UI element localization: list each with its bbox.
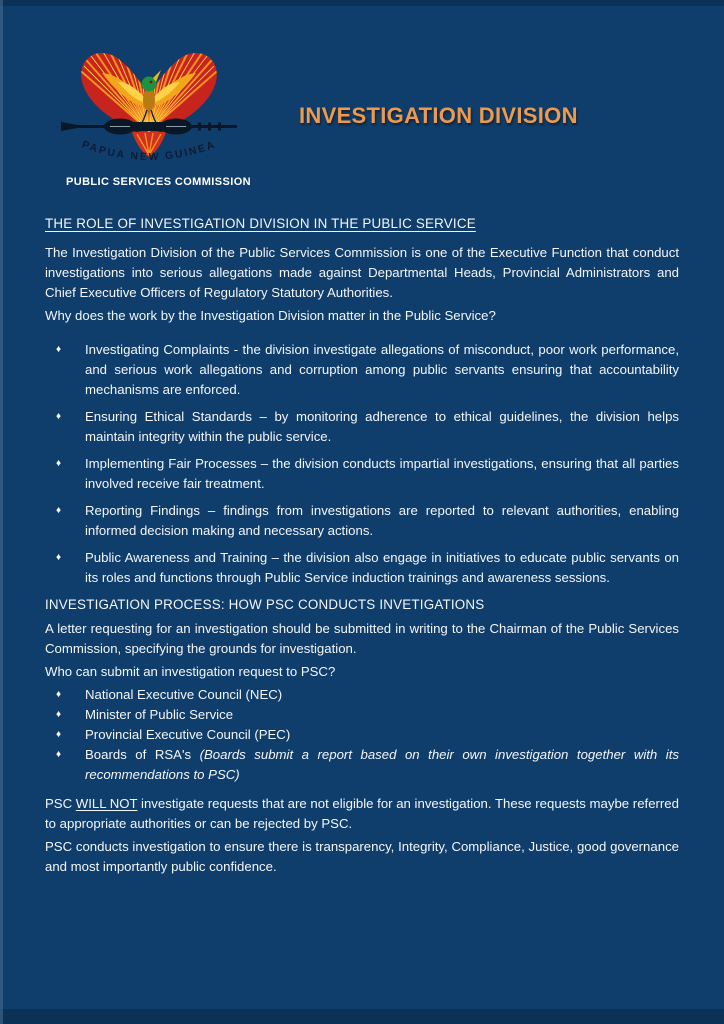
diamond-bullet-icon: ♦ bbox=[56, 344, 62, 355]
org-subtitle: PUBLIC SERVICES COMMISSION bbox=[66, 176, 251, 188]
section1-heading: THE ROLE OF INVESTIGATION DIVISION IN THE PUBLIC SERVICE bbox=[45, 216, 476, 231]
psc-text: PSC bbox=[45, 796, 76, 811]
list-item-text: Public Awareness and Training – the division also engage in initiatives to educate public servants on its roles and functions through Public Service induction trainings and awareness sessions. bbox=[85, 550, 679, 585]
list-item-text: Implementing Fair Processes – the division conducts impartial investigations, ensuring that all parties involved receive fair treatment. bbox=[85, 456, 679, 491]
list-item-text: Investigating Complaints - the division investigate allegations of misconduct, poor work performance, and serious work allegations and corruption among public servants ensuring that accountability mechanisms are enforced. bbox=[85, 342, 679, 397]
list-item bbox=[45, 340, 679, 400]
list-item-text: Provincial Executive Council (PEC) bbox=[85, 727, 291, 742]
boards-of-rsa-text: Boards of RSA's bbox=[85, 747, 200, 762]
list-item bbox=[45, 745, 679, 785]
diamond-bullet-icon: ♦ bbox=[56, 411, 62, 422]
list-item bbox=[45, 501, 679, 541]
will-not-rest: investigate requests that are not eligible for an investigation. These requests maybe referred to appropriate authorities or can be rejected by PSC. bbox=[45, 796, 679, 831]
list-item bbox=[45, 548, 679, 588]
role-bullet-list bbox=[45, 340, 679, 588]
diamond-bullet-icon: ♦ bbox=[56, 709, 62, 720]
list-item-text bbox=[85, 745, 679, 785]
list-item bbox=[45, 685, 679, 705]
diamond-bullet-icon: ♦ bbox=[56, 689, 62, 700]
section2-heading: INVESTIGATION PROCESS: HOW PSC CONDUCTS INVETIGATIONS bbox=[45, 597, 485, 612]
diamond-bullet-icon: ♦ bbox=[56, 749, 62, 760]
list-item-text: Minister of Public Service bbox=[85, 707, 234, 722]
will-not-paragraph bbox=[45, 794, 679, 834]
section2-question: Who can submit an investigation request to PSC? bbox=[45, 664, 336, 679]
diamond-bullet-icon: ♦ bbox=[56, 458, 62, 469]
boards-note-italic: (Boards submit a report based on their own investigation together with its recommendations to PSC) bbox=[85, 747, 679, 782]
section1-question: Why does the work by the Investigation Division matter in the Public Service? bbox=[45, 308, 496, 323]
list-item bbox=[45, 725, 679, 745]
list-item bbox=[45, 454, 679, 494]
diamond-bullet-icon: ♦ bbox=[56, 552, 62, 563]
list-item bbox=[45, 705, 679, 725]
org-name-arc-text: PAPUA NEW GUINEA bbox=[80, 138, 218, 164]
list-item-text: National Executive Council (NEC) bbox=[85, 687, 283, 702]
page-bottom-edge bbox=[0, 1009, 724, 1024]
document-header bbox=[0, 0, 724, 212]
document-body bbox=[45, 214, 679, 880]
page-title: INVESTIGATION DIVISION bbox=[299, 103, 578, 128]
section1-intro: The Investigation Division of the Public Services Commission is one of the Executive Function that conduct investigations into serious allegations made against Departmental Heads, Provincial Administrators and Chief Executive Officers of Regulatory Statutory Authorities. bbox=[45, 245, 679, 300]
list-item-text: Reporting Findings – findings from investigations are reported to relevant authorities, enabling informed decision making and necessary actions. bbox=[85, 503, 679, 538]
requesters-bullet-list bbox=[45, 685, 679, 785]
will-not-underlined: WILL NOT bbox=[75, 796, 138, 811]
diamond-bullet-icon: ♦ bbox=[56, 505, 62, 516]
png-coat-of-arms-icon bbox=[58, 42, 240, 172]
section2-intro: A letter requesting for an investigation should be submitted in writing to the Chairman of the Public Services Commission, specifying the grounds for investigation. bbox=[45, 621, 679, 656]
diamond-bullet-icon: ♦ bbox=[56, 729, 62, 740]
list-item bbox=[45, 407, 679, 447]
closing-paragraph: PSC conducts investigation to ensure there is transparency, Integrity, Compliance, Justice, good governance and most importantly public confidence. bbox=[45, 839, 679, 874]
list-item-text: Ensuring Ethical Standards – by monitoring adherence to ethical guidelines, the division helps maintain integrity within the public service. bbox=[85, 409, 679, 444]
